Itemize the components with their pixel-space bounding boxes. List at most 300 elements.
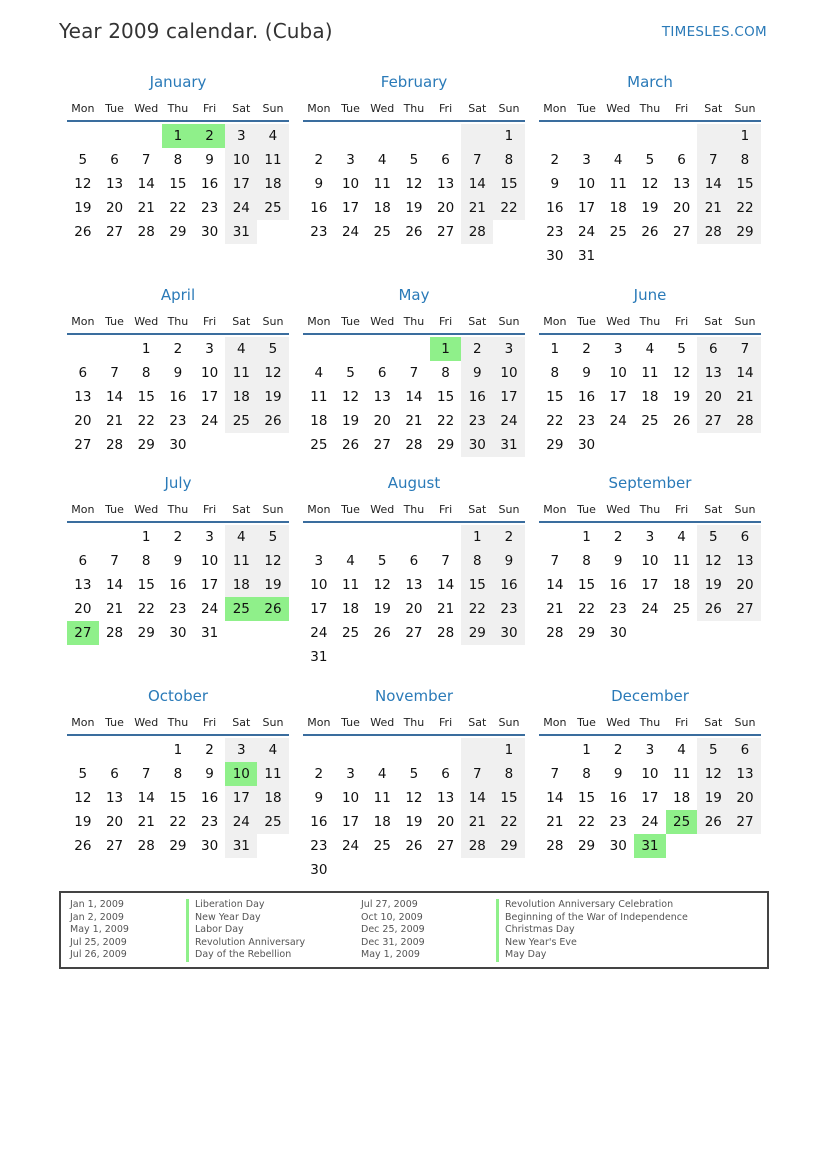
day-cell: 25 (225, 409, 257, 433)
weekday-label: Fri (203, 315, 217, 328)
weekday-label: Fri (203, 102, 217, 115)
day-cell: 20 (105, 200, 124, 216)
day-cell: 19 (257, 385, 289, 409)
weekday-label: Sat (704, 102, 723, 115)
day-cell: 17 (641, 577, 659, 593)
day-cell: 8 (493, 762, 525, 786)
day-cell: 30 (493, 621, 525, 645)
day-cell: 31 (201, 625, 219, 641)
month-october (67, 686, 289, 858)
day-cell: 16 (609, 790, 627, 806)
weekday-label: Thu (639, 102, 661, 115)
weekday-label: Tue (105, 102, 124, 115)
day-cell: 23 (461, 409, 493, 433)
day-cell: 27 (74, 437, 92, 453)
day-cell: 14 (729, 361, 761, 385)
day-cell: 24 (577, 224, 596, 240)
holiday-date: May 1, 2009 (361, 949, 420, 961)
holiday-name: Beginning of the War of Independence (496, 912, 688, 925)
day-cell: 3 (225, 124, 257, 148)
days-grid (539, 337, 761, 457)
day-cell: 18 (673, 577, 691, 593)
day-cell: 13 (697, 361, 729, 385)
day-cell: 3 (225, 738, 257, 762)
day-cell: 29 (169, 224, 187, 240)
day-cell: 19 (257, 573, 289, 597)
day-cell: 7 (550, 553, 560, 569)
weekday-label: Sun (498, 315, 520, 328)
weekday-label: Fri (675, 102, 689, 115)
day-cell: 22 (169, 200, 187, 216)
day-cell: 3 (314, 553, 324, 569)
day-cell: 23 (201, 814, 219, 830)
empty-day (461, 738, 493, 762)
day-cell: 17 (201, 389, 219, 405)
day-cell: 27 (437, 224, 455, 240)
weekday-label: Sun (734, 315, 756, 328)
day-cell: 2 (173, 529, 183, 545)
day-cell: 21 (546, 814, 564, 830)
day-cell: 26 (673, 413, 691, 429)
weekday-label: Thu (403, 315, 425, 328)
weekday-label: Fri (439, 716, 453, 729)
holiday-date: Dec 31, 2009 (361, 936, 425, 948)
day-cell: 4 (346, 553, 355, 569)
weekday-label: Fri (675, 716, 689, 729)
day-cell: 20 (697, 385, 729, 409)
empty-day (666, 124, 698, 148)
day-cell: 17 (577, 200, 596, 216)
day-cell: 27 (673, 224, 691, 240)
day-cell: 18 (257, 172, 289, 196)
month-title: October (147, 687, 209, 705)
month-divider (67, 120, 289, 122)
days-grid (303, 337, 525, 457)
weekday-label: Thu (639, 315, 661, 328)
day-cell: 9 (461, 361, 493, 385)
empty-day (67, 337, 99, 361)
day-cell: 5 (257, 337, 289, 361)
day-cell: 21 (405, 413, 423, 429)
day-cell: 9 (205, 766, 214, 782)
day-cell: 13 (74, 577, 92, 593)
empty-day (67, 525, 99, 549)
day-cell: 20 (74, 413, 92, 429)
day-cell: 25 (641, 413, 659, 429)
day-cell: 29 (437, 437, 455, 453)
holiday-date: Jan 2, 2009 (70, 911, 124, 923)
month-divider (303, 120, 525, 122)
empty-day (303, 124, 335, 148)
day-cell: 4 (257, 124, 289, 148)
day-cell: 25 (373, 838, 391, 854)
day-cell: 27 (729, 810, 761, 834)
empty-day (430, 738, 462, 762)
weekday-header (539, 96, 761, 116)
day-cell: 28 (461, 220, 493, 244)
day-cell: 27 (729, 597, 761, 621)
days-grid (303, 525, 525, 669)
days-grid (539, 525, 761, 645)
day-cell: 16 (201, 790, 219, 806)
weekday-header (303, 96, 525, 116)
day-cell: 16 (493, 573, 525, 597)
day-cell: 30 (577, 437, 596, 453)
day-cell: 25 (257, 810, 289, 834)
day-cell: 18 (609, 200, 627, 216)
day-cell: 23 (169, 413, 187, 429)
empty-day (335, 738, 367, 762)
day-cell: 19 (405, 814, 423, 830)
day-cell: 1 (141, 341, 151, 357)
weekday-label: Sat (704, 315, 723, 328)
day-cell: 3 (205, 529, 214, 545)
day-cell: 2 (173, 341, 183, 357)
weekday-label: Sat (232, 102, 251, 115)
day-cell: 12 (673, 365, 691, 381)
weekday-header (67, 497, 289, 517)
holiday-name: May Day (496, 949, 688, 962)
weekday-label: Wed (606, 716, 631, 729)
day-cell: 14 (437, 577, 455, 593)
day-cell: 15 (493, 786, 525, 810)
day-cell: 5 (677, 341, 686, 357)
day-cell: 26 (74, 838, 92, 854)
weekday-label: Fri (675, 315, 689, 328)
empty-day (67, 124, 99, 148)
holiday-date: Jan 1, 2009 (70, 899, 124, 910)
day-cell: 5 (645, 152, 655, 168)
empty-day (398, 525, 430, 549)
empty-day (398, 337, 430, 361)
holiday-date: Oct 10, 2009 (361, 911, 423, 923)
day-cell: 17 (641, 790, 659, 806)
weekday-label: Sun (734, 102, 756, 115)
weekday-label: Mon (307, 315, 331, 328)
holiday-date: Jul 25, 2009 (70, 936, 127, 948)
day-cell: 16 (169, 577, 187, 593)
day-cell: 31 (634, 834, 666, 858)
day-cell: 11 (373, 176, 391, 192)
day-cell: 12 (74, 790, 92, 806)
weekday-label: Mon (543, 503, 567, 516)
day-cell: 29 (546, 437, 564, 453)
weekday-label: Sat (468, 315, 487, 328)
day-cell: 5 (377, 553, 387, 569)
day-cell: 19 (74, 200, 92, 216)
day-cell: 31 (577, 248, 596, 264)
day-cell: 21 (461, 196, 493, 220)
day-cell: 13 (74, 389, 92, 405)
weekday-label: Tue (341, 716, 360, 729)
day-cell: 22 (577, 814, 596, 830)
day-cell: 21 (729, 385, 761, 409)
brand-link[interactable]: TIMESLES.COM (661, 24, 767, 40)
day-cell: 27 (437, 838, 455, 854)
day-cell: 19 (373, 601, 391, 617)
day-cell: 14 (105, 577, 124, 593)
day-cell: 6 (78, 365, 88, 381)
day-cell: 27 (697, 409, 729, 433)
weekday-label: Tue (577, 716, 596, 729)
month-title: March (627, 73, 673, 91)
weekday-header (67, 309, 289, 329)
day-cell: 4 (225, 525, 257, 549)
day-cell: 14 (461, 786, 493, 810)
day-cell: 20 (437, 200, 455, 216)
day-cell: 29 (137, 437, 155, 453)
weekday-header (539, 497, 761, 517)
holiday-date: Jul 26, 2009 (70, 949, 127, 961)
weekday-label: Mon (71, 503, 95, 516)
month-may (303, 285, 525, 457)
day-cell: 23 (310, 838, 328, 854)
day-cell: 11 (257, 148, 289, 172)
day-cell: 8 (441, 365, 450, 381)
day-cell: 24 (225, 810, 257, 834)
day-cell: 11 (373, 790, 391, 806)
day-cell: 5 (346, 365, 355, 381)
day-cell: 4 (677, 529, 686, 545)
day-cell: 14 (137, 790, 155, 806)
month-divider (539, 734, 761, 736)
day-cell: 3 (582, 152, 591, 168)
weekday-label: Thu (403, 102, 425, 115)
month-divider (303, 521, 525, 523)
day-cell: 31 (493, 433, 525, 457)
day-cell: 13 (105, 790, 124, 806)
day-cell: 4 (377, 152, 387, 168)
empty-day (539, 124, 571, 148)
day-cell: 11 (673, 553, 691, 569)
empty-day (99, 738, 131, 762)
day-cell: 28 (437, 625, 455, 641)
day-cell: 27 (67, 621, 99, 645)
month-title: January (149, 73, 207, 91)
day-cell: 23 (577, 413, 596, 429)
day-cell: 15 (169, 790, 187, 806)
weekday-label: Tue (105, 503, 124, 516)
day-cell: 6 (409, 553, 419, 569)
weekday-label: Sun (262, 716, 284, 729)
day-cell: 21 (437, 601, 455, 617)
month-september (539, 473, 761, 645)
day-cell: 9 (493, 549, 525, 573)
day-cell: 10 (310, 577, 328, 593)
days-grid (67, 738, 289, 858)
day-cell: 3 (493, 337, 525, 361)
weekday-header (539, 309, 761, 329)
month-december (539, 686, 761, 858)
month-april (67, 285, 289, 457)
empty-day (430, 525, 462, 549)
day-cell: 17 (493, 385, 525, 409)
day-cell: 22 (493, 810, 525, 834)
day-cell: 4 (677, 742, 686, 758)
weekday-label: Wed (134, 503, 159, 516)
day-cell: 7 (110, 553, 119, 569)
weekday-label: Thu (167, 102, 189, 115)
day-cell: 19 (341, 413, 360, 429)
day-cell: 30 (609, 625, 627, 641)
day-cell: 19 (673, 389, 691, 405)
month-divider (539, 521, 761, 523)
day-cell: 30 (169, 437, 187, 453)
day-cell: 28 (105, 625, 124, 641)
empty-day (366, 738, 398, 762)
empty-day (99, 124, 131, 148)
month-divider (67, 333, 289, 335)
day-cell: 2 (613, 529, 623, 545)
day-cell: 12 (697, 549, 729, 573)
day-cell: 20 (373, 413, 391, 429)
day-cell: 10 (641, 766, 659, 782)
empty-day (430, 124, 462, 148)
day-cell: 26 (641, 224, 659, 240)
day-cell: 15 (169, 176, 187, 192)
day-cell: 9 (173, 365, 183, 381)
day-cell: 5 (409, 766, 419, 782)
day-cell: 2 (582, 341, 591, 357)
holiday-names-col-1 (186, 899, 305, 962)
day-cell: 20 (729, 573, 761, 597)
day-cell: 22 (137, 601, 155, 617)
days-grid (67, 337, 289, 457)
day-cell: 22 (437, 413, 455, 429)
day-cell: 12 (373, 577, 391, 593)
day-cell: 18 (373, 814, 391, 830)
day-cell: 8 (582, 766, 591, 782)
day-cell: 8 (550, 365, 560, 381)
day-cell: 8 (461, 549, 493, 573)
day-cell: 31 (225, 220, 257, 244)
day-cell: 22 (577, 601, 596, 617)
day-cell: 15 (437, 389, 455, 405)
day-cell: 22 (493, 196, 525, 220)
day-cell: 11 (341, 577, 360, 593)
weekday-label: Wed (370, 315, 395, 328)
weekday-label: Wed (606, 102, 631, 115)
day-cell: 13 (673, 176, 691, 192)
weekday-label: Thu (167, 716, 189, 729)
holiday-name: New Year Day (186, 912, 305, 925)
month-march (539, 72, 761, 268)
month-july (67, 473, 289, 645)
holiday-dates-col-2 (361, 899, 425, 962)
day-cell: 3 (205, 341, 214, 357)
weekday-label: Sat (468, 503, 487, 516)
day-cell: 12 (641, 176, 659, 192)
weekday-label: Fri (203, 716, 217, 729)
empty-day (366, 337, 398, 361)
day-cell: 17 (310, 601, 328, 617)
day-cell: 6 (729, 738, 761, 762)
day-cell: 8 (173, 152, 183, 168)
weekday-header (303, 710, 525, 730)
day-cell: 7 (729, 337, 761, 361)
day-cell: 10 (341, 176, 360, 192)
day-cell: 13 (729, 762, 761, 786)
day-cell: 21 (137, 814, 155, 830)
day-cell: 28 (105, 437, 124, 453)
day-cell: 16 (310, 200, 328, 216)
day-cell: 24 (493, 409, 525, 433)
day-cell: 3 (613, 341, 623, 357)
day-cell: 7 (141, 766, 151, 782)
weekday-label: Mon (543, 102, 567, 115)
day-cell: 14 (105, 389, 124, 405)
weekday-label: Sat (704, 503, 723, 516)
day-cell: 23 (493, 597, 525, 621)
day-cell: 29 (461, 621, 493, 645)
day-cell: 15 (493, 172, 525, 196)
day-cell: 7 (697, 148, 729, 172)
day-cell: 26 (697, 810, 729, 834)
day-cell: 15 (137, 389, 155, 405)
day-cell: 1 (430, 337, 462, 361)
weekday-label: Sun (262, 503, 284, 516)
empty-day (99, 525, 131, 549)
day-cell: 14 (461, 172, 493, 196)
day-cell: 13 (373, 389, 391, 405)
day-cell: 17 (225, 786, 257, 810)
empty-day (398, 738, 430, 762)
day-cell: 17 (341, 814, 360, 830)
day-cell: 7 (461, 762, 493, 786)
day-cell: 3 (645, 742, 655, 758)
day-cell: 13 (729, 549, 761, 573)
day-cell: 7 (550, 766, 560, 782)
weekday-label: Thu (639, 716, 661, 729)
empty-day (398, 124, 430, 148)
empty-day (634, 124, 666, 148)
day-cell: 16 (546, 200, 564, 216)
weekday-label: Sun (262, 315, 284, 328)
day-cell: 21 (105, 601, 124, 617)
day-cell: 4 (377, 766, 387, 782)
weekday-label: Sun (498, 503, 520, 516)
weekday-label: Thu (403, 503, 425, 516)
weekday-label: Sun (498, 102, 520, 115)
day-cell: 6 (377, 365, 387, 381)
day-cell: 28 (461, 834, 493, 858)
day-cell: 6 (729, 525, 761, 549)
day-cell: 10 (641, 553, 659, 569)
empty-day (130, 124, 162, 148)
day-cell: 30 (201, 224, 219, 240)
day-cell: 15 (729, 172, 761, 196)
day-cell: 5 (409, 152, 419, 168)
day-cell: 29 (493, 834, 525, 858)
day-cell: 12 (74, 176, 92, 192)
day-cell: 27 (105, 838, 124, 854)
day-cell: 15 (577, 577, 596, 593)
day-cell: 12 (257, 361, 289, 385)
weekday-header (67, 96, 289, 116)
day-cell: 20 (105, 814, 124, 830)
day-cell: 29 (137, 625, 155, 641)
day-cell: 11 (257, 762, 289, 786)
month-title: August (387, 474, 441, 492)
day-cell: 21 (137, 200, 155, 216)
day-cell: 27 (373, 437, 391, 453)
empty-day (335, 124, 367, 148)
weekday-label: Thu (167, 503, 189, 516)
day-cell: 4 (257, 738, 289, 762)
day-cell: 25 (373, 224, 391, 240)
day-cell: 9 (613, 766, 623, 782)
month-january (67, 72, 289, 244)
